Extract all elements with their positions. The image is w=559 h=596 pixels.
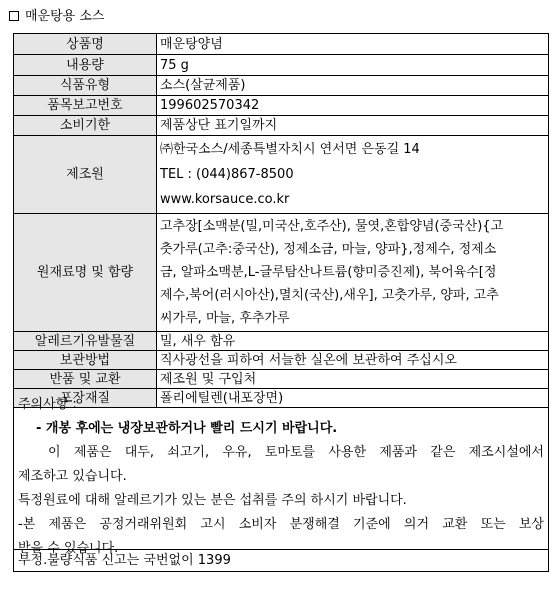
notes-line: - 개봉 후에는 냉장보관하거나 빨리 드시기 바랍니다. [36,421,338,436]
ingredients-line: 춧가루(고추:중국산), 정제소금, 마늘, 양파},정제수, 정제소 [160,242,497,257]
notes-line: -본 제품은 공정거래위원회 고시 소비자 분쟁해결 기준에 의거 교환 또는 보상 [18,517,544,532]
table-row [14,351,549,370]
value-ingredients [157,214,549,332]
value-report-number: 199602570342 [157,96,549,116]
table-row [14,76,549,96]
notes-title: 주의사항 : [18,397,77,412]
notes-line: 받을 수 있습니다. [18,541,119,556]
label-expiry: 소비기한 [14,116,157,136]
label-volume: 내용량 [14,55,157,76]
table-row [14,34,549,55]
report-hotline [13,550,549,572]
label-packaging: 포장재질 [14,389,157,408]
table-row [14,136,549,214]
ingredients-line: 금, 알파소맥분,L-글루탐산나트륨(향미증진제), 북어육수[정 [160,265,497,280]
report-hotline-text: 부정.불량식품 신고는 국번없이 1399 [18,553,231,568]
manufacturer-address: ㈜한국소스/세종특별자치시 연서면 은동길 14 [160,142,420,157]
product-info-table [13,33,549,408]
value-product-name: 매운탕양념 [157,34,549,55]
caution-notes [13,389,549,556]
value-storage: 직사광선을 피하여 서늘한 실온에 보관하여 주십시오 [157,351,549,370]
table-row [14,370,549,389]
table-row [14,116,549,136]
value-food-type: 소스(살균제품) [157,76,549,96]
checkbox-square-icon [9,11,19,21]
section-heading [9,8,104,24]
table-row [14,332,549,351]
label-storage: 보관방법 [14,351,157,370]
table-row [14,55,549,76]
label-product-name: 상품명 [14,34,157,55]
section-heading-title: 매운탕용 소스 [25,8,105,24]
value-exchange: 제조원 및 구입처 [157,370,549,389]
notes-line: 특정원료에 대해 알레르기가 있는 분은 섭취를 주의 하시기 바랍니다. [18,493,407,508]
table-row [14,96,549,116]
manufacturer-website: www.korsauce.co.kr [160,192,290,207]
label-report-number: 품목보고번호 [14,96,157,116]
table-row [14,214,549,332]
label-manufacturer: 제조원 [14,136,157,214]
notes-line: 이 제품은 대두, 쇠고기, 우유, 토마토를 사용한 제품과 같은 제조시설에서 [48,445,544,460]
value-packaging: 폴리에틸렌(내포장면) [157,389,549,408]
ingredients-line: 제수,북어(러시아산),멸치(국산),새우], 고춧가루, 양파, 고추 [160,288,499,303]
value-expiry: 제품상단 표기일까지 [157,116,549,136]
manufacturer-phone: TEL : (044)867-8500 [160,167,294,182]
value-allergy: 밀, 새우 함유 [157,332,549,351]
value-volume: 75 g [157,55,549,76]
value-manufacturer [157,136,549,214]
ingredients-line: 씨가루, 마늘, 후추가루 [160,311,290,326]
label-exchange: 반품 및 교환 [14,370,157,389]
label-ingredients: 원재료명 및 함량 [14,214,157,332]
ingredients-line: 고추장[소맥분(밀,미국산,호주산), 물엿,혼합양념(중국산){고 [160,219,504,234]
label-allergy: 알레르기유발물질 [14,332,157,351]
label-food-type: 식품유형 [14,76,157,96]
notes-line: 제조하고 있습니다. [18,469,127,484]
